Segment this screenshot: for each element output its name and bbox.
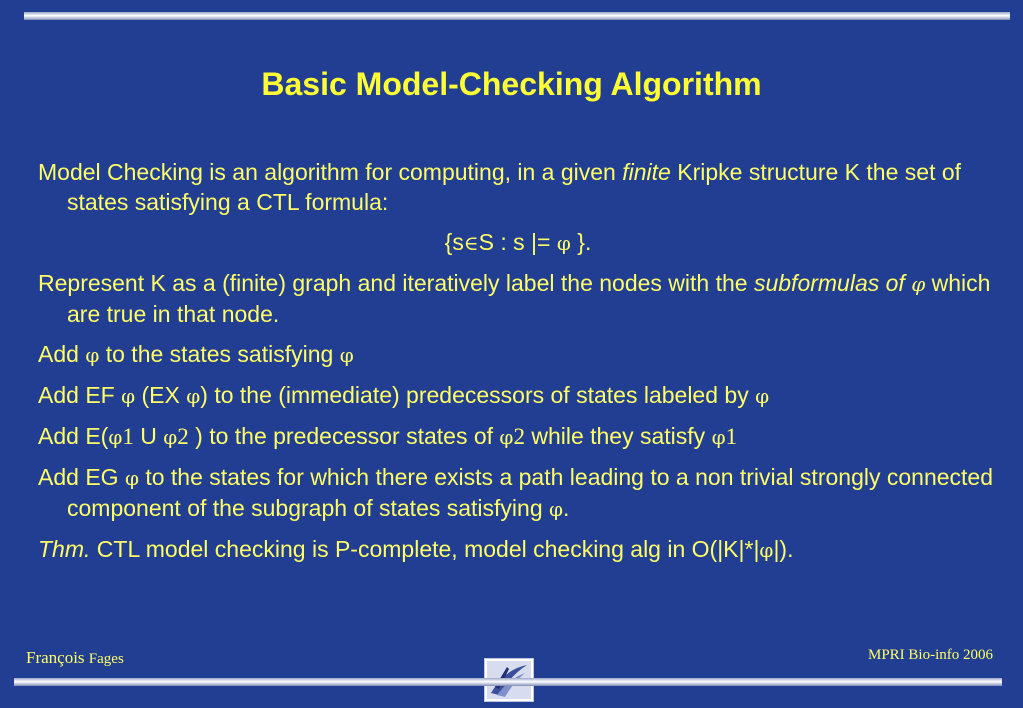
text: . <box>563 495 570 521</box>
text: while they satisfy <box>524 423 712 449</box>
theorem-label: Thm. <box>38 536 91 562</box>
phi-symbol: φ <box>711 425 726 449</box>
paragraph-represent <box>38 268 998 329</box>
formula-set <box>38 227 998 258</box>
phi-symbol: φ <box>549 497 564 521</box>
text: which are true in that node. <box>67 270 991 327</box>
phi-symbol: φ <box>186 384 201 408</box>
text: (EX <box>135 382 187 408</box>
element-of-symbol: ∈ <box>463 231 479 255</box>
slide-title: Basic Model-Checking Algorithm <box>261 66 762 102</box>
text: Model Checking is an algorithm for computing, in a given <box>38 159 623 185</box>
text: to the states for which there exists a path leading to a non trivial strongly connected component of the subgraph of states satisfying <box>67 464 993 521</box>
text: Add EF <box>38 382 122 408</box>
rule-add-eu <box>38 421 998 452</box>
text: CTL model checking is P-complete, model checking alg in O(|K|*| <box>90 536 760 562</box>
slide-body <box>38 157 998 575</box>
theorem <box>38 534 998 565</box>
rule-add-ef <box>38 380 998 411</box>
rule-add-eg <box>38 462 998 524</box>
index: 1 <box>122 424 134 449</box>
text: Add EG <box>38 464 125 490</box>
phi-symbol: φ <box>85 343 100 367</box>
text: ) to the (immediate) predecessors of states labeled by <box>200 382 756 408</box>
footer-course: MPRI Bio-info 2006 <box>867 647 993 663</box>
phi-symbol: φ <box>121 384 136 408</box>
author-first-name: François <box>26 648 85 667</box>
phi-symbol: φ <box>911 272 926 296</box>
text: to the states satisfying <box>99 341 340 367</box>
phi-symbol: φ <box>759 538 774 562</box>
top-divider <box>24 12 1010 20</box>
bottom-divider <box>14 678 1002 686</box>
phi-symbol: φ <box>339 343 354 367</box>
index: 2 <box>513 424 525 449</box>
phi-symbol: φ <box>556 231 571 255</box>
text: U <box>133 423 164 449</box>
phi-symbol: φ <box>499 425 514 449</box>
text: Add <box>38 341 86 367</box>
text: Kripke structure K the set of states satisfying a CTL formula: <box>67 159 962 215</box>
emphasis: finite <box>622 159 671 185</box>
index: 1 <box>725 424 738 449</box>
index: 2 <box>177 424 189 449</box>
phi-symbol: φ <box>163 425 178 449</box>
text: ) to the predecessor states of <box>188 423 500 449</box>
phi-symbol: φ <box>108 425 123 449</box>
footer-author <box>26 648 124 668</box>
paragraph-definition <box>38 157 998 217</box>
text: |). <box>773 536 794 562</box>
text: }. <box>570 229 592 255</box>
text: S : s |= <box>478 229 557 255</box>
phi-symbol: φ <box>755 384 770 408</box>
text: {s <box>444 229 464 255</box>
text: Add E( <box>38 423 109 449</box>
text: Represent K as a (finite) graph and iteratively label the nodes with the <box>38 270 754 296</box>
phi-symbol: φ <box>124 466 139 490</box>
rule-add-phi <box>38 339 998 370</box>
author-last-name: Fages <box>88 651 124 667</box>
emphasis: subformulas of <box>753 270 912 296</box>
